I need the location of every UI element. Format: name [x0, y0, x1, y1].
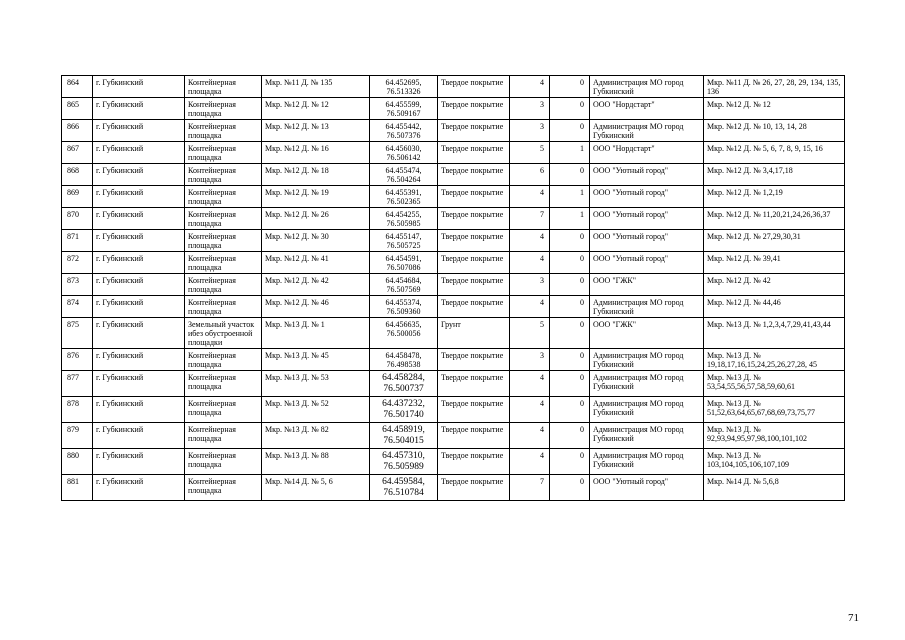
- city-cell: г. Губкинский: [93, 274, 185, 296]
- extra-count-cell: 1: [550, 208, 590, 230]
- container-count-cell: 4: [510, 230, 550, 252]
- city-cell: г. Губкинский: [93, 208, 185, 230]
- extra-count-cell: 0: [550, 76, 590, 98]
- container-count-cell: 4: [510, 296, 550, 318]
- owner-cell: Администрация МО город Губкинский: [590, 76, 704, 98]
- extra-count-cell: 0: [550, 98, 590, 120]
- site-type-cell: Контейнерная площадка: [185, 296, 262, 318]
- row-number-cell: 870: [62, 208, 93, 230]
- city-cell: г. Губкинский: [93, 349, 185, 371]
- surface-cell: Твердое покрытие: [438, 142, 510, 164]
- address-cell: Мкр. №13 Д. № 53: [262, 371, 370, 397]
- served-buildings-cell: Мкр. №13 Д. № 1,2,3,4,7,29,41,43,44: [704, 318, 845, 349]
- container-count-cell: 7: [510, 208, 550, 230]
- container-count-cell: 4: [510, 186, 550, 208]
- surface-cell: Твердое покрытие: [438, 349, 510, 371]
- row-number-cell: 876: [62, 349, 93, 371]
- address-cell: Мкр. №12 Д. № 41: [262, 252, 370, 274]
- city-cell: г. Губкинский: [93, 142, 185, 164]
- table-row: [62, 449, 845, 475]
- table-row: [62, 423, 845, 449]
- address-cell: Мкр. №13 Д. № 1: [262, 318, 370, 349]
- city-cell: г. Губкинский: [93, 164, 185, 186]
- surface-cell: Твердое покрытие: [438, 449, 510, 475]
- site-type-cell: Земельный участок ибез обустроенной площадки: [185, 318, 262, 349]
- coordinates-cell: 64.459584, 76.510784: [370, 475, 438, 501]
- row-number-cell: 880: [62, 449, 93, 475]
- extra-count-cell: 1: [550, 142, 590, 164]
- container-count-cell: 4: [510, 449, 550, 475]
- surface-cell: Грунт: [438, 318, 510, 349]
- coordinates-cell: 64.456030, 76.506142: [370, 142, 438, 164]
- surface-cell: Твердое покрытие: [438, 274, 510, 296]
- owner-cell: ООО "ГЖК": [590, 274, 704, 296]
- site-type-cell: Контейнерная площадка: [185, 120, 262, 142]
- address-cell: Мкр. №13 Д. № 82: [262, 423, 370, 449]
- extra-count-cell: 0: [550, 475, 590, 501]
- container-count-cell: 3: [510, 98, 550, 120]
- row-number-cell: 877: [62, 371, 93, 397]
- coordinates-cell: 64.452695, 76.513326: [370, 76, 438, 98]
- served-buildings-cell: Мкр. №12 Д. № 10, 13, 14, 28: [704, 120, 845, 142]
- site-type-cell: Контейнерная площадка: [185, 274, 262, 296]
- owner-cell: ООО "Уютный город": [590, 208, 704, 230]
- coordinates-cell: 64.455391, 76.502365: [370, 186, 438, 208]
- surface-cell: Твердое покрытие: [438, 252, 510, 274]
- table-row: [62, 76, 845, 98]
- address-cell: Мкр. №12 Д. № 26: [262, 208, 370, 230]
- row-number-cell: 874: [62, 296, 93, 318]
- city-cell: г. Губкинский: [93, 318, 185, 349]
- coordinates-cell: 64.456635, 76.500056: [370, 318, 438, 349]
- surface-cell: Твердое покрытие: [438, 371, 510, 397]
- container-count-cell: 4: [510, 423, 550, 449]
- coordinates-cell: 64.455474, 76.504264: [370, 164, 438, 186]
- city-cell: г. Губкинский: [93, 296, 185, 318]
- served-buildings-cell: Мкр. №14 Д. № 5,6,8: [704, 475, 845, 501]
- surface-cell: Твердое покрытие: [438, 186, 510, 208]
- address-cell: Мкр. №13 Д. № 88: [262, 449, 370, 475]
- address-cell: Мкр. №14 Д. № 5, 6: [262, 475, 370, 501]
- owner-cell: Администрация МО город Губкинский: [590, 423, 704, 449]
- owner-cell: ООО "Нордстарт": [590, 142, 704, 164]
- extra-count-cell: 0: [550, 230, 590, 252]
- site-type-cell: Контейнерная площадка: [185, 349, 262, 371]
- address-cell: Мкр. №12 Д. № 19: [262, 186, 370, 208]
- container-count-cell: 3: [510, 120, 550, 142]
- surface-cell: Твердое покрытие: [438, 98, 510, 120]
- surface-cell: Твердое покрытие: [438, 475, 510, 501]
- table-row: [62, 349, 845, 371]
- coordinates-cell: 64.458284, 76.500737: [370, 371, 438, 397]
- served-buildings-cell: Мкр. №12 Д. № 1,2,19: [704, 186, 845, 208]
- coordinates-cell: 64.458919, 76.504015: [370, 423, 438, 449]
- owner-cell: ООО "Нордстарт": [590, 98, 704, 120]
- extra-count-cell: 0: [550, 274, 590, 296]
- city-cell: г. Губкинский: [93, 186, 185, 208]
- container-count-cell: 3: [510, 274, 550, 296]
- table-row: [62, 371, 845, 397]
- site-type-cell: Контейнерная площадка: [185, 186, 262, 208]
- city-cell: г. Губкинский: [93, 76, 185, 98]
- site-type-cell: Контейнерная площадка: [185, 397, 262, 423]
- table-row: [62, 142, 845, 164]
- row-number-cell: 866: [62, 120, 93, 142]
- row-number-cell: 865: [62, 98, 93, 120]
- city-cell: г. Губкинский: [93, 120, 185, 142]
- table-row: [62, 475, 845, 501]
- table-row: [62, 397, 845, 423]
- extra-count-cell: 0: [550, 164, 590, 186]
- extra-count-cell: 1: [550, 186, 590, 208]
- row-number-cell: 864: [62, 76, 93, 98]
- site-type-cell: Контейнерная площадка: [185, 475, 262, 501]
- address-cell: Мкр. №12 Д. № 46: [262, 296, 370, 318]
- surface-cell: Твердое покрытие: [438, 397, 510, 423]
- coordinates-cell: 64.454255, 76.505985: [370, 208, 438, 230]
- table-row: [62, 230, 845, 252]
- coordinates-cell: 64.455374, 76.509360: [370, 296, 438, 318]
- surface-cell: Твердое покрытие: [438, 423, 510, 449]
- address-cell: Мкр. №13 Д. № 45: [262, 349, 370, 371]
- address-cell: Мкр. №12 Д. № 42: [262, 274, 370, 296]
- owner-cell: Администрация МО город Губкинский: [590, 397, 704, 423]
- container-count-cell: 4: [510, 397, 550, 423]
- coordinates-cell: 64.458478, 76.498538: [370, 349, 438, 371]
- city-cell: г. Губкинский: [93, 252, 185, 274]
- extra-count-cell: 0: [550, 397, 590, 423]
- served-buildings-cell: Мкр. №12 Д. № 42: [704, 274, 845, 296]
- surface-cell: Твердое покрытие: [438, 164, 510, 186]
- table-row: [62, 98, 845, 120]
- table-row: [62, 120, 845, 142]
- address-cell: Мкр. №11 Д. № 135: [262, 76, 370, 98]
- served-buildings-cell: Мкр. №12 Д. № 3,4,17,18: [704, 164, 845, 186]
- owner-cell: Администрация МО город Губкинский: [590, 349, 704, 371]
- owner-cell: ООО "ГЖК": [590, 318, 704, 349]
- row-number-cell: 878: [62, 397, 93, 423]
- owner-cell: ООО "Уютный город": [590, 186, 704, 208]
- served-buildings-cell: Мкр. №13 Д. № 103,104,105,106,107,109: [704, 449, 845, 475]
- address-cell: Мкр. №12 Д. № 16: [262, 142, 370, 164]
- container-count-cell: 6: [510, 164, 550, 186]
- coordinates-cell: 64.455442, 76.507376: [370, 120, 438, 142]
- served-buildings-cell: Мкр. №12 Д. № 12: [704, 98, 845, 120]
- row-number-cell: 872: [62, 252, 93, 274]
- row-number-cell: 868: [62, 164, 93, 186]
- extra-count-cell: 0: [550, 423, 590, 449]
- extra-count-cell: 0: [550, 349, 590, 371]
- extra-count-cell: 0: [550, 371, 590, 397]
- coordinates-cell: 64.455599, 76.509167: [370, 98, 438, 120]
- address-cell: Мкр. №12 Д. № 12: [262, 98, 370, 120]
- served-buildings-cell: Мкр. №13 Д. № 92,93,94,95,97,98,100,101,102: [704, 423, 845, 449]
- surface-cell: Твердое покрытие: [438, 230, 510, 252]
- city-cell: г. Губкинский: [93, 475, 185, 501]
- extra-count-cell: 0: [550, 318, 590, 349]
- site-type-cell: Контейнерная площадка: [185, 142, 262, 164]
- city-cell: г. Губкинский: [93, 423, 185, 449]
- site-type-cell: Контейнерная площадка: [185, 252, 262, 274]
- owner-cell: Администрация МО город Губкинский: [590, 120, 704, 142]
- row-number-cell: 873: [62, 274, 93, 296]
- served-buildings-cell: Мкр. №13 Д. № 53,54,55,56,57,58,59,60,61: [704, 371, 845, 397]
- container-count-cell: 4: [510, 76, 550, 98]
- address-cell: Мкр. №12 Д. № 30: [262, 230, 370, 252]
- row-number-cell: 867: [62, 142, 93, 164]
- site-type-cell: Контейнерная площадка: [185, 98, 262, 120]
- site-type-cell: Контейнерная площадка: [185, 423, 262, 449]
- container-count-cell: 5: [510, 318, 550, 349]
- owner-cell: ООО "Уютный город": [590, 252, 704, 274]
- table-row: [62, 252, 845, 274]
- row-number-cell: 869: [62, 186, 93, 208]
- table-row: [62, 318, 845, 349]
- city-cell: г. Губкинский: [93, 449, 185, 475]
- served-buildings-cell: Мкр. №12 Д. № 39,41: [704, 252, 845, 274]
- served-buildings-cell: Мкр. №13 Д. № 51,52,63,64,65,67,68,69,73,75,77: [704, 397, 845, 423]
- site-type-cell: Контейнерная площадка: [185, 449, 262, 475]
- row-number-cell: 881: [62, 475, 93, 501]
- coordinates-cell: 64.437232, 76.501740: [370, 397, 438, 423]
- site-type-cell: Контейнерная площадка: [185, 371, 262, 397]
- site-type-cell: Контейнерная площадка: [185, 230, 262, 252]
- city-cell: г. Губкинский: [93, 371, 185, 397]
- site-type-cell: Контейнерная площадка: [185, 76, 262, 98]
- owner-cell: Администрация МО город Губкинский: [590, 371, 704, 397]
- extra-count-cell: 0: [550, 120, 590, 142]
- served-buildings-cell: Мкр. №12 Д. № 27,29,30,31: [704, 230, 845, 252]
- container-count-cell: 4: [510, 371, 550, 397]
- owner-cell: Администрация МО город Губкинский: [590, 449, 704, 475]
- served-buildings-cell: Мкр. №12 Д. № 5, 6, 7, 8, 9, 15, 16: [704, 142, 845, 164]
- address-cell: Мкр. №12 Д. № 13: [262, 120, 370, 142]
- container-count-cell: 5: [510, 142, 550, 164]
- registry-table: [61, 75, 845, 501]
- served-buildings-cell: Мкр. №12 Д. № 44,46: [704, 296, 845, 318]
- page-number: 71: [848, 612, 859, 624]
- table-row: [62, 186, 845, 208]
- owner-cell: ООО "Уютный город": [590, 230, 704, 252]
- container-count-cell: 3: [510, 349, 550, 371]
- coordinates-cell: 64.455147, 76.505725: [370, 230, 438, 252]
- owner-cell: ООО "Уютный город": [590, 475, 704, 501]
- row-number-cell: 879: [62, 423, 93, 449]
- served-buildings-cell: Мкр. №11 Д. № 26, 27, 28, 29, 134, 135, 136: [704, 76, 845, 98]
- address-cell: Мкр. №12 Д. № 18: [262, 164, 370, 186]
- coordinates-cell: 64.454684, 76.507569: [370, 274, 438, 296]
- table-row: [62, 208, 845, 230]
- city-cell: г. Губкинский: [93, 397, 185, 423]
- surface-cell: Твердое покрытие: [438, 76, 510, 98]
- table-row: [62, 164, 845, 186]
- surface-cell: Твердое покрытие: [438, 120, 510, 142]
- owner-cell: ООО "Уютный город": [590, 164, 704, 186]
- table-row: [62, 296, 845, 318]
- site-type-cell: Контейнерная площадка: [185, 208, 262, 230]
- site-type-cell: Контейнерная площадка: [185, 164, 262, 186]
- served-buildings-cell: Мкр. №13 Д. № 19,18,17,16,15,24,25,26,27,28, 45: [704, 349, 845, 371]
- container-count-cell: 7: [510, 475, 550, 501]
- city-cell: г. Губкинский: [93, 98, 185, 120]
- address-cell: Мкр. №13 Д. № 52: [262, 397, 370, 423]
- surface-cell: Твердое покрытие: [438, 296, 510, 318]
- coordinates-cell: 64.457310, 76.505989: [370, 449, 438, 475]
- owner-cell: Администрация МО город Губкинский: [590, 296, 704, 318]
- extra-count-cell: 0: [550, 449, 590, 475]
- table-row: [62, 274, 845, 296]
- row-number-cell: 875: [62, 318, 93, 349]
- container-count-cell: 4: [510, 252, 550, 274]
- row-number-cell: 871: [62, 230, 93, 252]
- extra-count-cell: 0: [550, 296, 590, 318]
- city-cell: г. Губкинский: [93, 230, 185, 252]
- table-body: [62, 76, 845, 501]
- served-buildings-cell: Мкр. №12 Д. № 11,20,21,24,26,36,37: [704, 208, 845, 230]
- extra-count-cell: 0: [550, 252, 590, 274]
- surface-cell: Твердое покрытие: [438, 208, 510, 230]
- coordinates-cell: 64.454591, 76.507086: [370, 252, 438, 274]
